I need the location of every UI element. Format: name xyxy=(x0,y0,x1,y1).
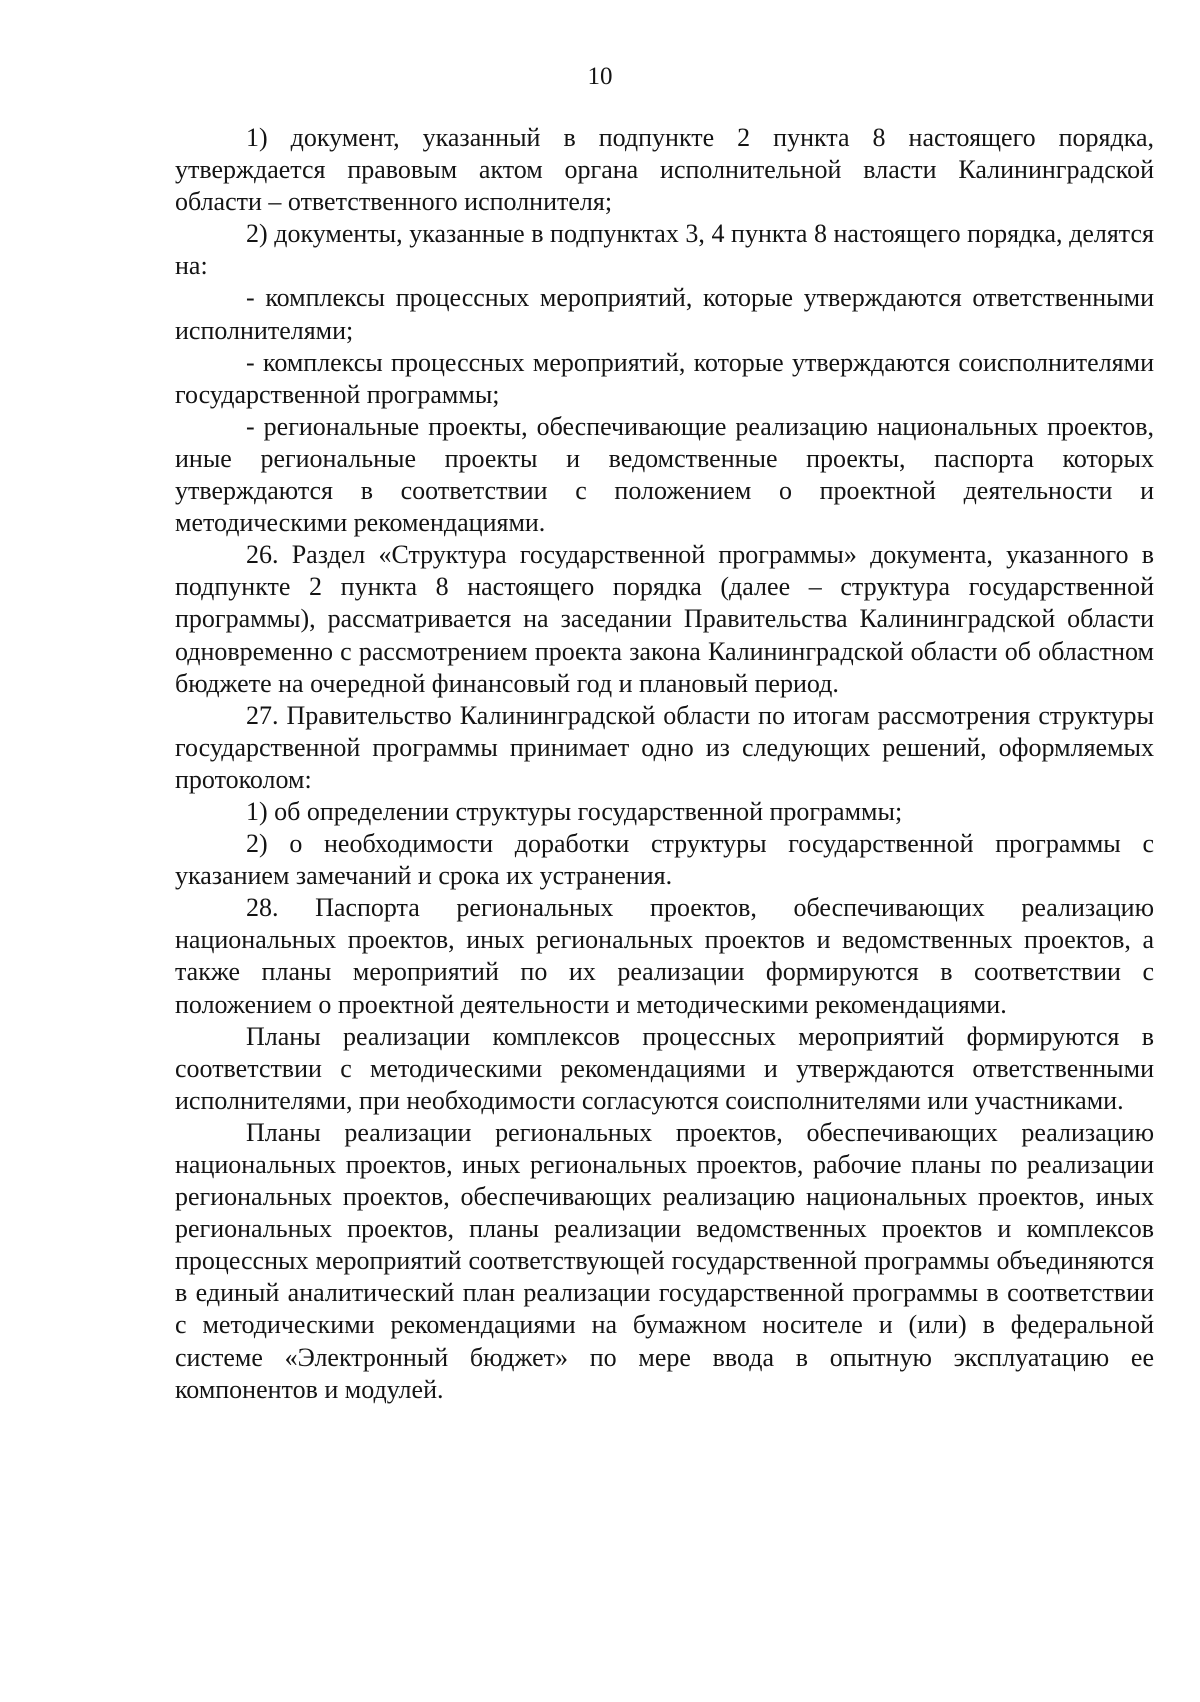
paragraph-decision-1: 1) об определении структуры государственной программы; xyxy=(246,796,903,826)
paragraph-process-plans: Планы реализации комплексов процессных мероприятий формируются в соответствии с методическими рекомендациями и утверждаются ответственными исполнителями, при необходимости согласуются соисполнителями или участниками. xyxy=(175,1021,1154,1115)
paragraph-clause-26: 26. Раздел «Структура государственной программы» документа, указанного в подпункте 2 пункта 8 настоящего порядка (далее – структура государственной программы), рассматривается на заседании Правительства Калининградской области одновременно с рассмотрением проекта закона Калининградской области об областном бюджете на очередной финансовый год и плановый период. xyxy=(175,540,1154,698)
paragraph-dash-item-3: - региональные проекты, обеспечивающие реализацию национальных проектов, иные региональные проекты и ведомственные проекты, паспорта которых утверждаются в соответствии с положением о проектной деятельности и методическими рекомендациями. xyxy=(175,411,1154,538)
paragraph-subitem-1: 1) документ, указанный в подпункте 2 пункта 8 настоящего порядка, утверждается правовым актом органа исполнительной власти Калининградской области – ответственного исполнителя; xyxy=(175,123,1154,217)
document-body xyxy=(175,122,1154,1406)
page-number: 10 xyxy=(587,63,613,90)
paragraph-subitem-2: 2) документы, указанные в подпунктах 3, 4 пункта 8 настоящего порядка, делятся на: xyxy=(175,219,1154,281)
paragraph-dash-item-1: - комплексы процессных мероприятий, которые утверждаются ответственными исполнителями; xyxy=(175,283,1154,345)
paragraph-analytical-plan: Планы реализации региональных проектов, обеспечивающих реализацию национальных проектов, иных региональных проектов, рабочие планы по реализации региональных проектов, обеспечивающих реализацию национальных проектов, иных региональных проектов, планы реализации ведомственных проектов и комплексов процессных мероприятий соответствующей государственной программы объединяются в единый аналитический план реализации государственной программы в соответствии с методическими рекомендациями на бумажном носителе и (или) в федеральной системе «Электронный бюджет» по мере ввода в опытную эксплуатацию ее компонентов и модулей. xyxy=(175,1117,1154,1404)
paragraph-clause-27: 27. Правительство Калининградской области по итогам рассмотрения структуры государственной программы принимает одно из следующих решений, оформляемых протоколом: xyxy=(175,700,1154,794)
paragraph-decision-2: 2) о необходимости доработки структуры государственной программы с указанием замечаний и срока их устранения. xyxy=(175,829,1154,891)
paragraph-dash-item-2: - комплексы процессных мероприятий, которые утверждаются соисполнителями государственной программы; xyxy=(175,347,1154,409)
paragraph-clause-28: 28. Паспорта региональных проектов, обеспечивающих реализацию национальных проектов, иных региональных проектов и ведомственных проектов, а также планы мероприятий по их реализации формируются в соответствии с положением о проектной деятельности и методическими рекомендациями. xyxy=(175,893,1154,1019)
